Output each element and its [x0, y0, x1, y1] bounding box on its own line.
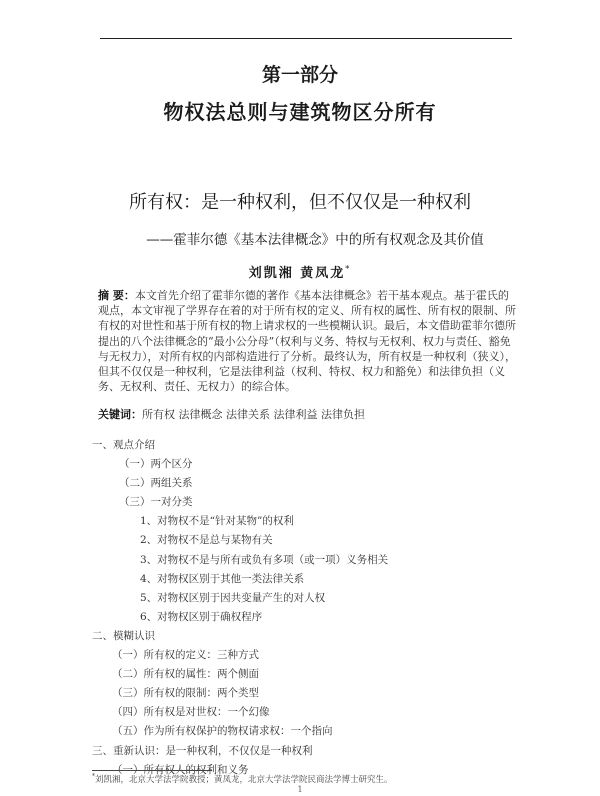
table-of-contents: [92, 436, 532, 780]
author-names: 刘凯湘 黄凤龙: [248, 266, 346, 281]
article-title: 所有权：是一种权利，但不仅仅是一种权利: [129, 192, 471, 213]
toc-item: 6、对物权区别于确权程序: [140, 610, 263, 623]
keywords: [98, 406, 518, 422]
toc-item: （二）所有权的属性：两个侧面: [112, 668, 259, 681]
toc-item: 三、重新认识：是一种权利，不仅仅是一种权利: [92, 744, 313, 757]
abstract-label: 摘 要：: [98, 289, 135, 302]
article-subtitle: ——霍菲尔德《基本法律概念》中的所有权观念及其价值: [146, 232, 484, 248]
footnote-rule: [92, 770, 212, 771]
toc-item: 3、对物权不是与所有或负有多项（或一项）义务相关: [140, 553, 389, 566]
toc-item: （五）作为所有权保护的物权请求权：一个指向: [112, 725, 333, 738]
toc-item: 1、对物权不是“针对某物”的权利: [140, 515, 294, 528]
toc-item: 一、观点介绍: [92, 439, 155, 451]
toc-item: （三）一对分类: [119, 496, 193, 509]
footnote-mark: *: [92, 773, 95, 781]
top-rule: [100, 38, 512, 39]
authors: [0, 262, 600, 281]
toc-item: （一）所有权的定义：三种方式: [112, 649, 259, 662]
keywords-label: 关键词：: [98, 408, 142, 421]
toc-item: 2、对物权不是总与某物有关: [140, 534, 273, 547]
toc-item: 二、模糊认识: [92, 629, 155, 642]
toc-item: （三）所有权的限制：两个类型: [112, 687, 259, 700]
toc-item: （二）两组关系: [119, 477, 193, 490]
toc-item: （四）所有权是对世权：一个幻像: [112, 706, 270, 719]
author-footnote-mark: *: [345, 264, 352, 274]
toc-item: （一）两个区分: [119, 458, 193, 471]
part-title: 第一部分: [261, 64, 338, 86]
abstract: [98, 288, 518, 394]
abstract-text: 本文首先介绍了霍菲尔德的著作《基本法律概念》若干基本观点。基于霍氏的观点，本文审视了学界存在着的对于所有权的定义、所有权的属性、所有权的限制、所有权的对世性和基于所有权的物上请求权的一些模糊认识。最后，本文借助霍菲尔德所提出的八个法律概念的“最小公分母”（权利与义务、特权与无权利、权力与责任、豁免与无权力），对所有权的内部构造进行了分析。最终认为，所有权是一种权利（狭义），但其不仅仅是一种权利，它是法律利益（权利、特权、权力和豁免）和法律负担（义务、无权利、责任、无权力）的综合体。: [98, 289, 516, 394]
toc-item: 4、对物权区别于其他一类法律关系: [140, 572, 305, 585]
part-subtitle: 物权法总则与建筑物区分所有: [163, 100, 437, 124]
footnote-text: 刘凯湘，北京大学法学院教授；黄凤龙，北京大学法学院民商法学博士研究生。: [95, 775, 393, 785]
toc-item: （一）所有权人的权利和义务: [112, 763, 249, 776]
toc-item: 5、对物权区别于因共变量产生的对人权: [140, 591, 326, 604]
page-number: 1: [297, 785, 303, 794]
keywords-text: 所有权 法律概念 法律关系 法律利益 法律负担: [142, 408, 365, 421]
footnote: [92, 773, 532, 785]
